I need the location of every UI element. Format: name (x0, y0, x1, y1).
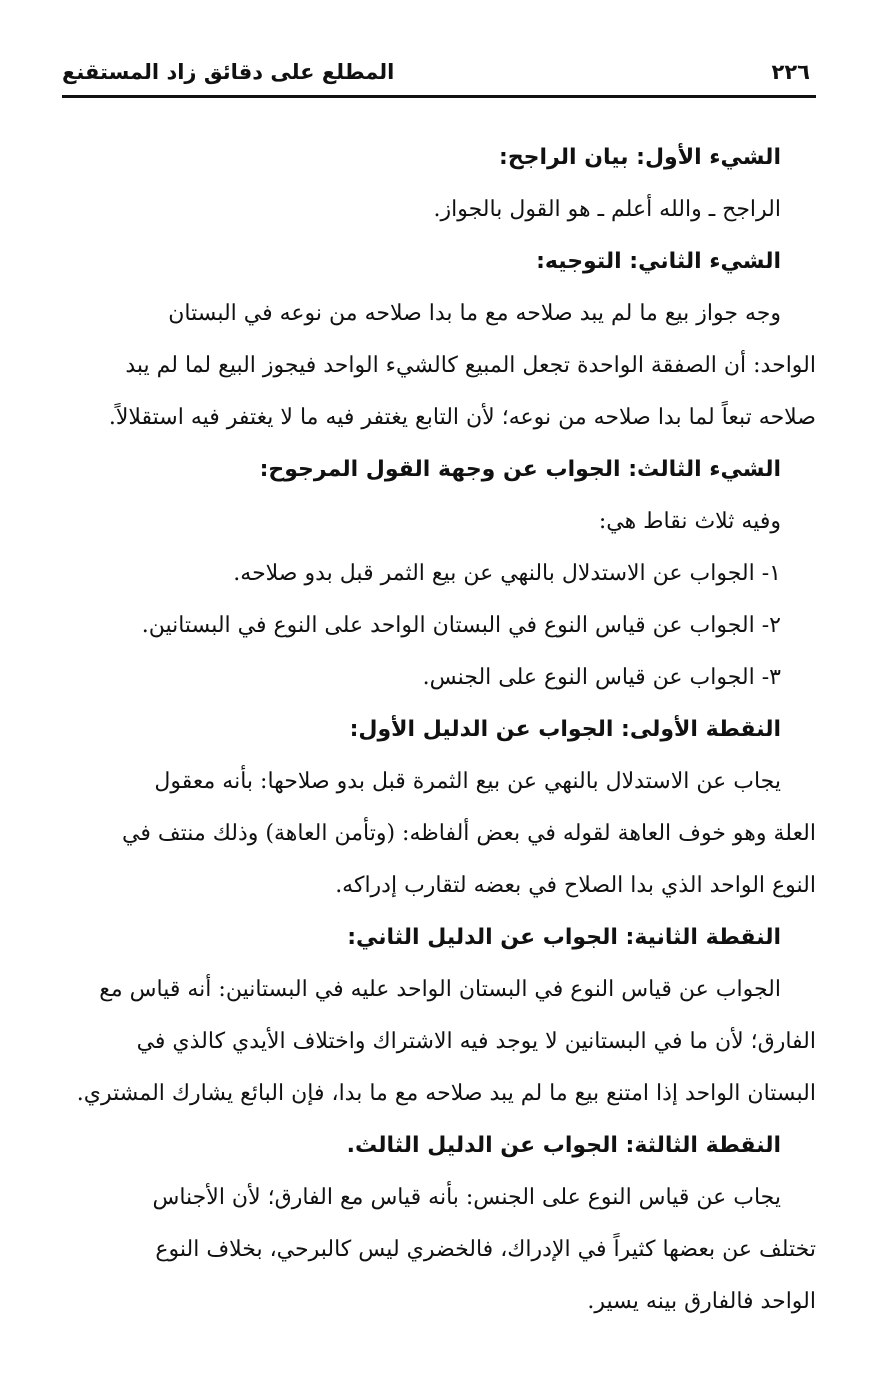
paragraph-line: تختلف عن بعضها كثيراً في الإدراك، فالخضري ليس كالبرحي، بخلاف النوع (155, 1237, 816, 1262)
heading-point-one: النقطة الأولى: الجواب عن الدليل الأول: (349, 717, 781, 742)
heading-first-thing: الشيء الأول: بيان الراجح: (499, 145, 781, 170)
book-title: المطلع على دقائق زاد المستقنع (62, 60, 395, 84)
paragraph-line: البستان الواحد إذا امتنع بيع ما لم يبد صلاحه مع ما بدا، فإن البائع يشارك المشتري. (76, 1081, 816, 1106)
paragraph-line: النوع الواحد الذي بدا الصلاح في بعضه لتقارب إدراكه. (335, 873, 816, 898)
paragraph-line: يجاب عن قياس النوع على الجنس: بأنه قياس مع الفارق؛ لأن الأجناس (152, 1185, 781, 1210)
paragraph-line: الراجح ـ والله أعلم ـ هو القول بالجواز. (433, 197, 781, 222)
paragraph-line: الجواب عن قياس النوع في البستان الواحد عليه في البستانين: أنه قياس مع (99, 977, 781, 1002)
header-rule (62, 95, 816, 98)
paragraph-line: الواحد: أن الصفقة الواحدة تجعل المبيع كالشيء الواحد فيجوز البيع لما لم يبد (125, 353, 816, 378)
paragraph-line: صلاحه تبعاً لما بدا صلاحه من نوعه؛ لأن التابع يغتفر فيه ما لا يغتفر فيه استقلالاً. (108, 405, 816, 430)
list-item: ٢- الجواب عن قياس النوع في البستان الواحد على النوع في البستانين. (141, 613, 781, 638)
paragraph-line: الفارق؛ لأن ما في البستانين لا يوجد فيه الاشتراك واختلاف الأيدي كالذي في (136, 1029, 816, 1054)
heading-third-thing: الشيء الثالث: الجواب عن وجهة القول المرجوح: (259, 457, 781, 482)
list-item: ١- الجواب عن الاستدلال بالنهي عن بيع الثمر قبل بدو صلاحه. (233, 561, 781, 586)
paragraph-line: العلة وهو خوف العاهة لقوله في بعض ألفاظه: (وتأمن العاهة) وذلك منتف في (122, 821, 816, 846)
page-header (62, 58, 816, 98)
paragraph-line: الواحد فالفارق بينه يسير. (587, 1289, 816, 1314)
paragraph-line: يجاب عن الاستدلال بالنهي عن بيع الثمرة قبل بدو صلاحها: بأنه معقول (154, 769, 781, 794)
heading-point-two: النقطة الثانية: الجواب عن الدليل الثاني: (347, 925, 781, 950)
heading-point-three: النقطة الثالثة: الجواب عن الدليل الثالث. (346, 1133, 781, 1158)
paragraph-line: وفيه ثلاث نقاط هي: (598, 509, 781, 534)
page-number: ٢٢٦ (771, 60, 810, 84)
paragraph-line: وجه جواز بيع ما لم يبد صلاحه مع ما بدا صلاحه من نوعه في البستان (168, 301, 781, 326)
list-item: ٣- الجواب عن قياس النوع على الجنس. (422, 665, 781, 690)
heading-second-thing: الشيء الثاني: التوجيه: (536, 249, 781, 274)
